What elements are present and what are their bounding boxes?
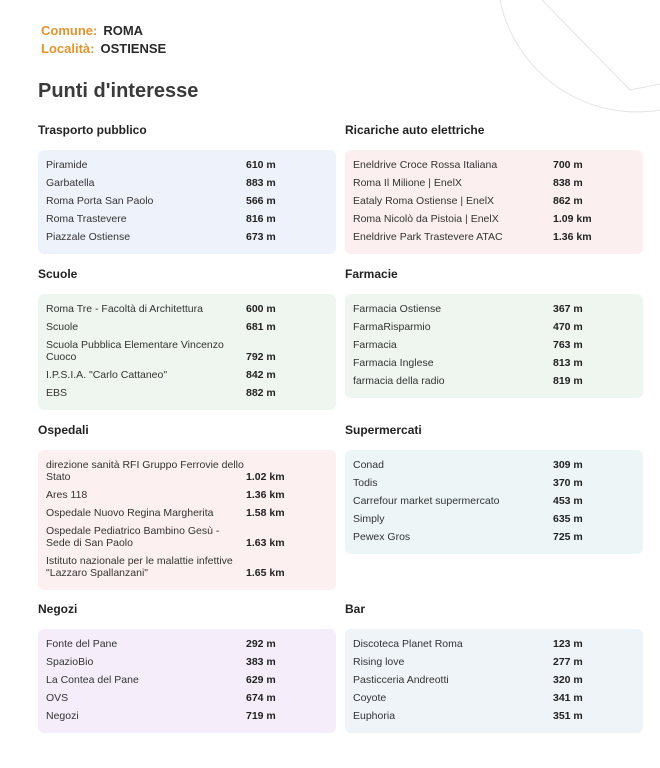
list-item — [46, 486, 328, 504]
poi-name: OVS — [46, 692, 69, 704]
section-trasporto — [38, 122, 336, 254]
poi-distance: 453 m — [553, 495, 583, 507]
poi-distance: 292 m — [246, 638, 276, 650]
poi-distance: 674 m — [246, 692, 276, 704]
comune-row — [41, 22, 166, 40]
poi-distance: 673 m — [246, 231, 276, 243]
location-header — [41, 22, 166, 58]
poi-name: SpazioBio — [46, 656, 94, 668]
poi-name: Carrefour market supermercato — [353, 495, 500, 507]
list-item — [353, 456, 635, 474]
poi-distance: 309 m — [553, 459, 583, 471]
comune-value: ROMA — [103, 23, 144, 38]
poi-distance: 883 m — [246, 177, 276, 189]
list-item — [46, 689, 328, 707]
list-item — [353, 492, 635, 510]
list-item — [353, 354, 635, 372]
poi-name: Scuola Pubblica Elementare Vincenzo Cuoco — [46, 339, 224, 363]
poi-name: Roma Porta San Paolo — [46, 195, 154, 207]
poi-distance: 1.58 km — [246, 507, 285, 519]
poi-name: FarmaRisparmio — [353, 321, 431, 333]
section-scuole — [38, 266, 336, 410]
poi-list-box — [345, 150, 643, 254]
list-item — [353, 653, 635, 671]
poi-name: Rising love — [353, 656, 405, 668]
poi-distance: 600 m — [246, 303, 276, 315]
list-item — [46, 384, 328, 402]
poi-name: Ospedale Nuovo Regina Margherita — [46, 507, 214, 519]
poi-distance: 383 m — [246, 656, 276, 668]
poi-list-box — [345, 629, 643, 733]
list-item — [353, 510, 635, 528]
list-item — [353, 671, 635, 689]
poi-distance: 320 m — [553, 674, 583, 686]
list-item — [46, 300, 328, 318]
poi-list-box — [345, 450, 643, 554]
list-item — [353, 689, 635, 707]
poi-distance: 610 m — [246, 159, 276, 171]
poi-name: I.P.S.I.A. "Carlo Cattaneo" — [46, 369, 168, 381]
comune-label: Comune: — [41, 23, 98, 38]
poi-list-box — [38, 294, 336, 410]
poi-name: Farmacia Inglese — [353, 357, 434, 369]
poi-name: Piazzale Ostiense — [46, 231, 131, 243]
poi-name: Roma Trastevere — [46, 213, 127, 225]
poi-distance: 566 m — [246, 195, 276, 207]
poi-distance: 470 m — [553, 321, 583, 333]
poi-distance: 882 m — [246, 387, 276, 399]
poi-name: farmacia della radio — [353, 375, 445, 387]
poi-distance: 1.09 km — [553, 213, 592, 225]
decorative-arc-graphic — [480, 0, 660, 120]
poi-name: EBS — [46, 387, 68, 399]
poi-distance: 763 m — [553, 339, 583, 351]
section-farmacie — [345, 266, 643, 398]
list-item — [353, 336, 635, 354]
poi-name: Scuole — [46, 321, 79, 333]
poi-distance: 123 m — [553, 638, 583, 650]
localita-label: Località: — [41, 41, 95, 56]
poi-distance: 1.65 km — [246, 567, 285, 579]
poi-name: Garbatella — [46, 177, 95, 189]
list-item — [353, 528, 635, 546]
list-item — [353, 707, 635, 725]
poi-distance: 725 m — [553, 531, 583, 543]
poi-name: Pewex Gros — [353, 531, 411, 543]
poi-name: Conad — [353, 459, 384, 471]
poi-name: Eneldrive Park Trastevere ATAC — [353, 231, 503, 243]
poi-distance: 1.63 km — [246, 537, 285, 549]
poi-distance: 1.36 km — [553, 231, 592, 243]
section-negozi — [38, 601, 336, 733]
list-item — [46, 174, 328, 192]
list-item — [353, 635, 635, 653]
poi-name: Farmacia — [353, 339, 397, 351]
list-item — [46, 156, 328, 174]
list-item — [353, 228, 635, 246]
poi-name: Farmacia Ostiense — [353, 303, 442, 315]
list-item — [46, 522, 328, 552]
poi-distance: 277 m — [553, 656, 583, 668]
poi-distance: 819 m — [553, 375, 583, 387]
section-title: Farmacie — [345, 267, 398, 281]
poi-name: direzione sanità RFI Gruppo Ferrovie dello Stato — [46, 459, 244, 483]
list-item — [353, 156, 635, 174]
poi-distance: 351 m — [553, 710, 583, 722]
poi-name: Roma Tre - Facoltà di Architettura — [46, 303, 203, 315]
poi-name: Discoteca Planet Roma — [353, 638, 463, 650]
list-item — [46, 336, 328, 366]
poi-distance: 862 m — [553, 195, 583, 207]
list-item — [46, 671, 328, 689]
section-title: Scuole — [38, 267, 78, 281]
poi-list-box — [38, 450, 336, 590]
section-title: Supermercati — [345, 423, 422, 437]
localita-value: OSTIENSE — [100, 41, 167, 56]
poi-list-box — [345, 294, 643, 398]
poi-distance: 792 m — [246, 351, 276, 363]
poi-distance: 816 m — [246, 213, 276, 225]
poi-name: Todis — [353, 477, 378, 489]
list-item — [46, 210, 328, 228]
poi-name: Roma Il Milione | EnelX — [353, 177, 462, 189]
poi-distance: 813 m — [553, 357, 583, 369]
poi-name: Istituto nazionale per le malattie infettive "Lazzaro Spallanzani" — [46, 555, 233, 579]
list-item — [46, 504, 328, 522]
section-title: Ospedali — [38, 423, 89, 437]
section-bar — [345, 601, 643, 733]
poi-name: Coyote — [353, 692, 387, 704]
poi-name: Negozi — [46, 710, 79, 722]
poi-name: Euphoria — [353, 710, 396, 722]
list-item — [353, 192, 635, 210]
poi-distance: 719 m — [246, 710, 276, 722]
poi-distance: 629 m — [246, 674, 276, 686]
poi-list-box — [38, 150, 336, 254]
poi-distance: 367 m — [553, 303, 583, 315]
poi-name: Roma Nicolò da Pistoia | EnelX — [353, 213, 499, 225]
list-item — [353, 174, 635, 192]
poi-name: Piramide — [46, 159, 88, 171]
section-title: Trasporto pubblico — [38, 123, 147, 137]
poi-distance: 1.02 km — [246, 471, 285, 483]
list-item — [353, 372, 635, 390]
poi-distance: 370 m — [553, 477, 583, 489]
list-item — [46, 653, 328, 671]
section-ospedali — [38, 422, 336, 590]
poi-distance: 1.36 km — [246, 489, 285, 501]
poi-name: Eneldrive Croce Rossa Italiana — [353, 159, 498, 171]
poi-name: Ares 118 — [46, 489, 88, 501]
poi-distance: 681 m — [246, 321, 276, 333]
section-title: Negozi — [38, 602, 78, 616]
section-supermercati — [345, 422, 643, 554]
poi-distance: 341 m — [553, 692, 583, 704]
page-title: Punti d'interesse — [38, 80, 199, 102]
section-title: Bar — [345, 602, 366, 616]
poi-name: Ospedale Pediatrico Bambino Gesù - Sede di San Paolo — [46, 525, 220, 549]
list-item — [353, 318, 635, 336]
list-item — [46, 228, 328, 246]
poi-distance: 838 m — [553, 177, 583, 189]
list-item — [46, 635, 328, 653]
list-item — [353, 300, 635, 318]
list-item — [353, 474, 635, 492]
list-item — [46, 456, 328, 486]
list-item — [353, 210, 635, 228]
list-item — [46, 192, 328, 210]
list-item — [46, 318, 328, 336]
list-item — [46, 552, 328, 582]
poi-name: Fonte del Pane — [46, 638, 118, 650]
poi-name: Pasticceria Andreotti — [353, 674, 449, 686]
poi-distance: 842 m — [246, 369, 276, 381]
poi-name: Eataly Roma Ostiense | EnelX — [353, 195, 495, 207]
poi-list-box — [38, 629, 336, 733]
poi-name: La Contea del Pane — [46, 674, 139, 686]
poi-distance: 635 m — [553, 513, 583, 525]
poi-distance: 700 m — [553, 159, 583, 171]
section-title: Ricariche auto elettriche — [345, 123, 485, 137]
poi-name: Simply — [353, 513, 385, 525]
list-item — [46, 366, 328, 384]
section-ricariche — [345, 122, 643, 254]
list-item — [46, 707, 328, 725]
localita-row — [41, 40, 166, 58]
